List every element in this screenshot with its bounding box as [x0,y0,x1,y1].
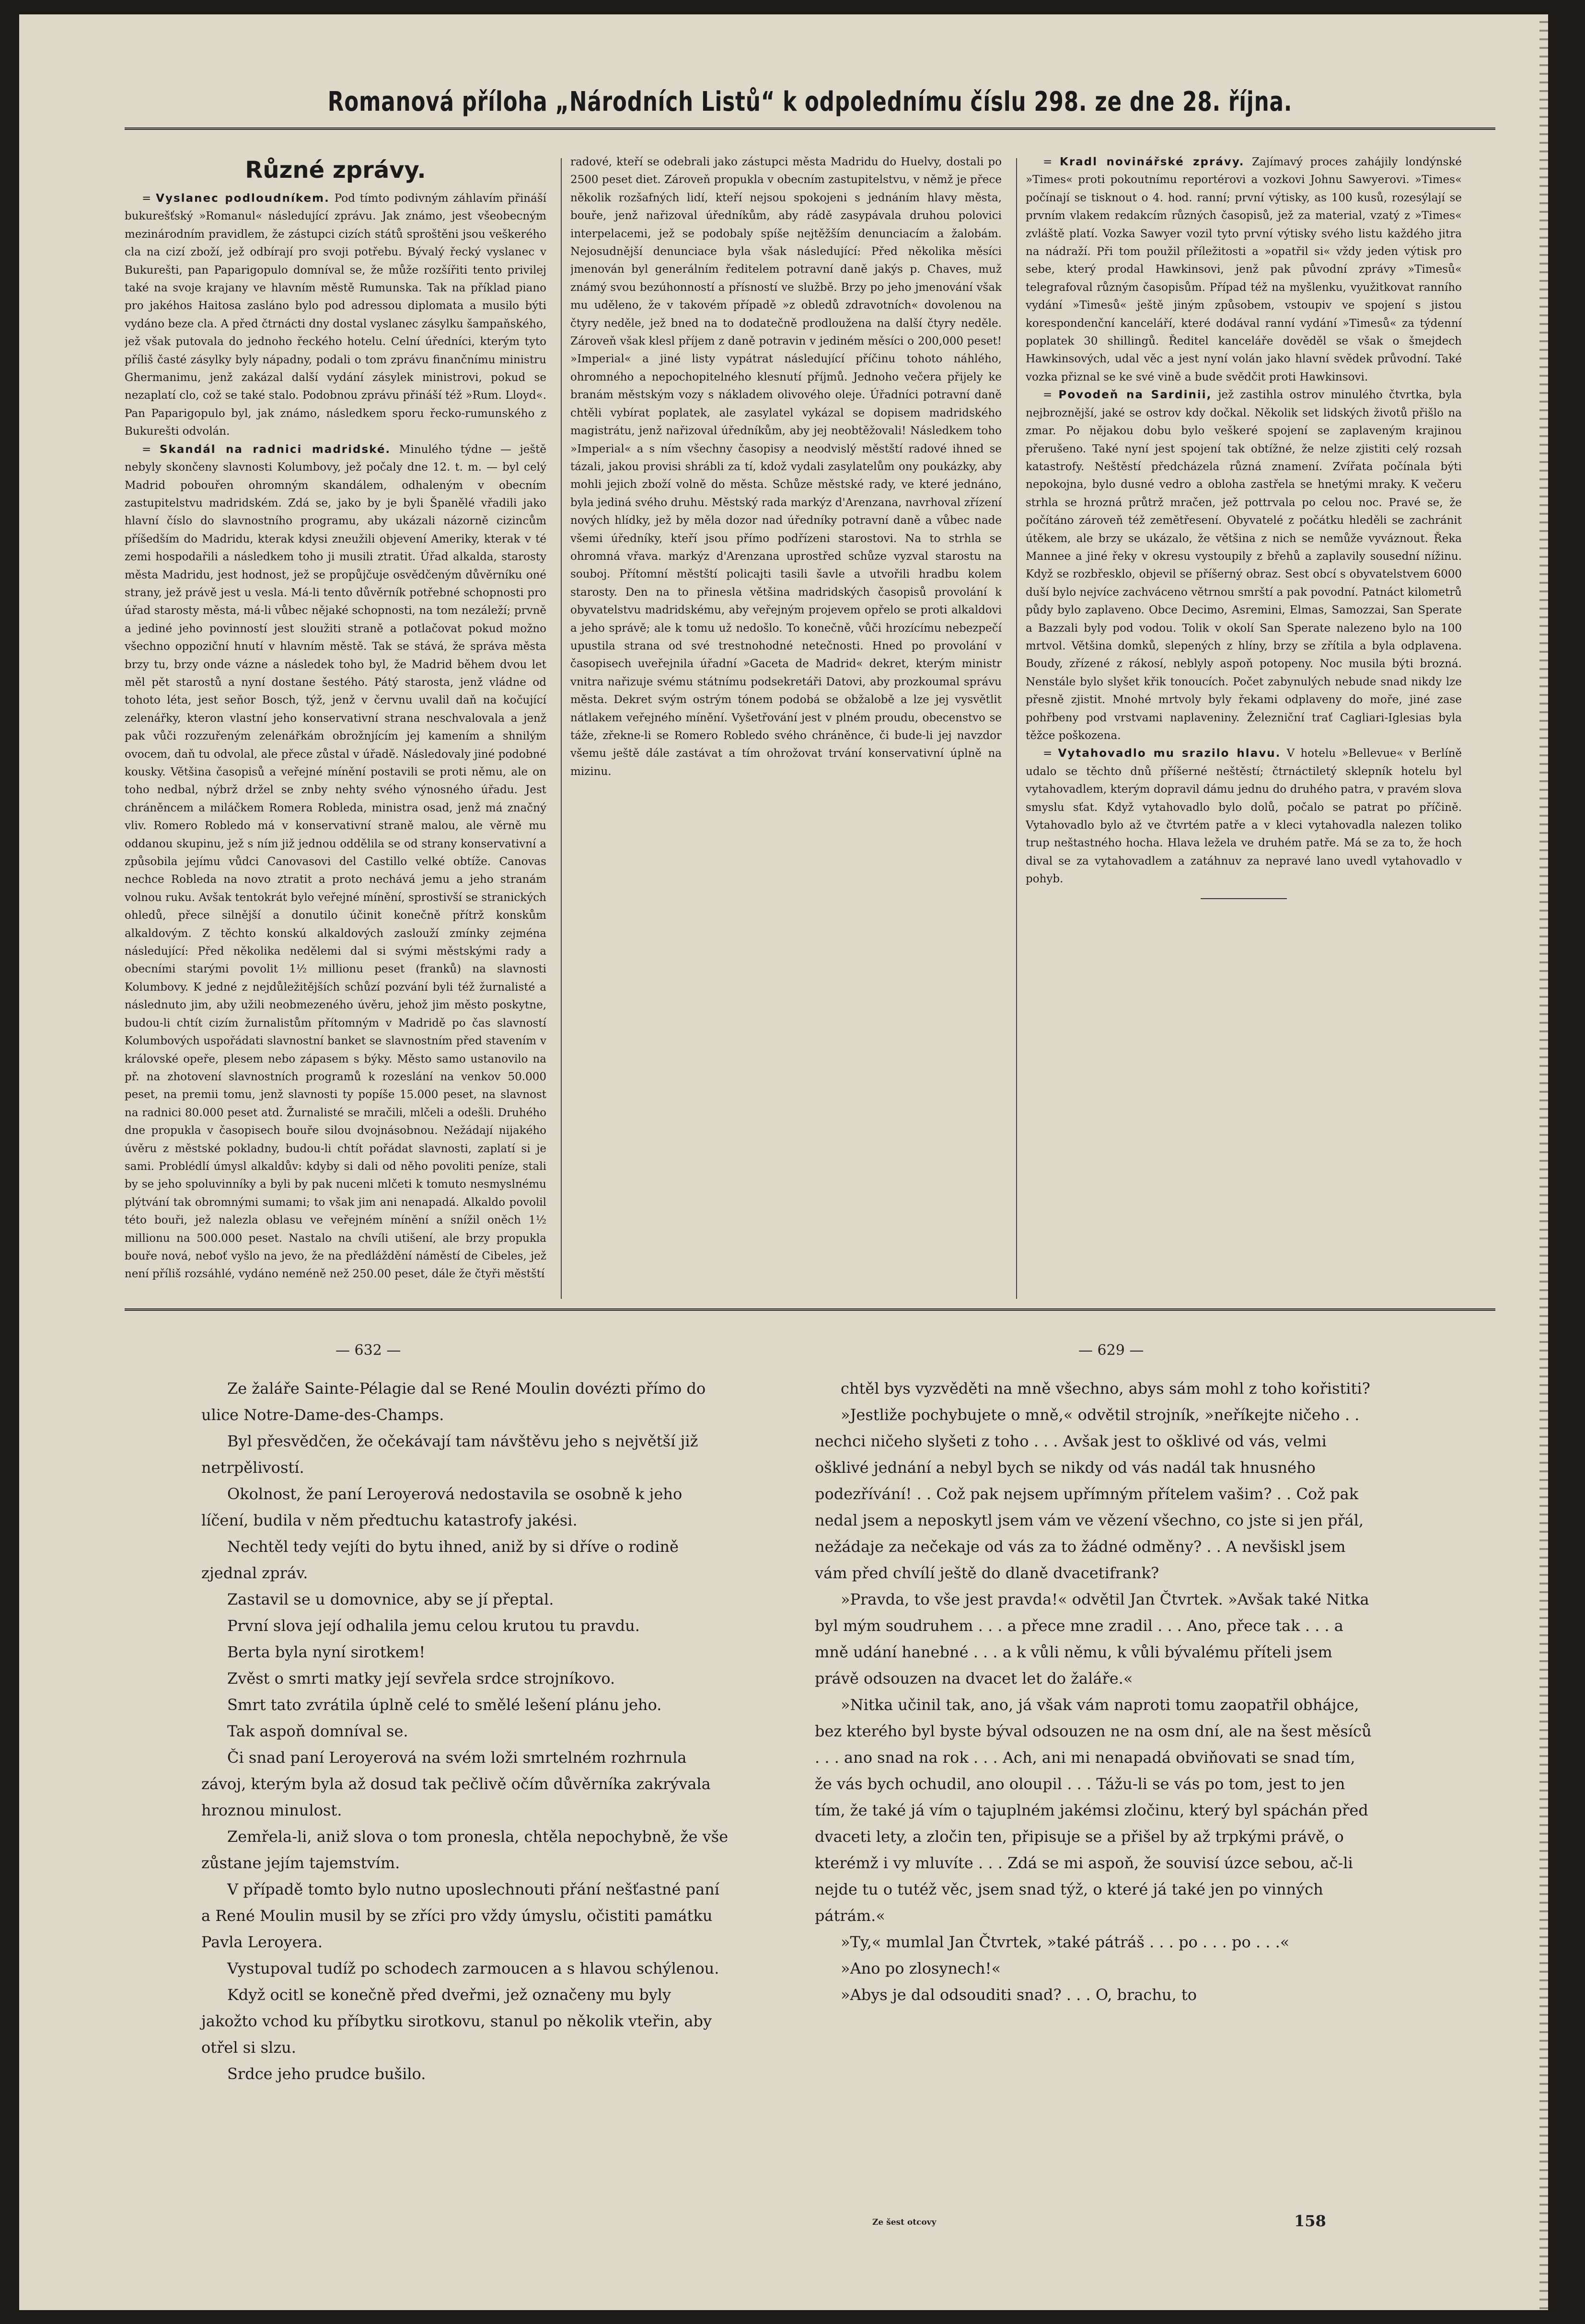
novel-paragraph: Či snad paní Leroyerová na svém loži smrtelném rozhrnula závoj, kterým byla až dosud tak pečlivě očím důvěrníka zakrývala hroznou minulost. [201,1748,711,1819]
page-header: Romanová příloha „Národních Listů“ k odpolednímu číslu 298. ze dne 28. října. [327,86,1293,117]
novel-paragraph: »Jestliže pochybujete o mně,« odvětil strojník, »neříkejte ničeho . . nechci ničeho slyšeti z toho . . . Avšak jest to ošklivé od vás, velmi ošklivé jednání a nebyl bych se nikdy od vás nadál tak hnusného podezřívání! . . Což pak nejsem upřímným přítelem vašim? . . Což pak nedal jsem a neposkytl jsem vám ve vězení všechno, co jste si jen přál, nežádaje za nečekaje od vás za to žádné odměny? . . A nevšiskl jsem vám před chvílí ještě do dlaně dvacetifrank? [815,1406,1364,1582]
article-text: V hotelu »Bellevue« v Berlíně udalo se těchto dnů příšerné neštěstí; čtrnáctiletý sklepník hotelu byl vytahovadlem, kterým dopravil dámu jednu do druhého patra, v pravém slova smyslu sťat. Když vytahovadlo bylo dolů, počalo se patrat po příčině. Vytahovadlo bylo až ve čtvrtém patře a v kleci vytahovadla nalezen toliko trup neštastného hocha. Hlava ležela ve druhém patře. Má se za to, že hoch dival se za vytahovadlem a zatáhnuv za nepravé lano uvedl vytahovadlo v pohyb. [1026,747,1462,886]
novel-paragraph: Když ocitl se konečně před dveřmi, jež označeny mu byly jakožto vchod ku příbytku sirotkovu, stanul po několik vteřin, aby otřel si slzu. [201,1986,712,2057]
page-number-left: — 632 — [336,1342,401,1359]
section-title: Různé zprávy. [245,157,426,184]
novel-paragraph: »Nitka učinil tak, ano, já však vám naproti tomu zaopatřil obhájce, bez kterého byl byste býval odsouzen ne na osm dní, ale na šest měsíců . . . ano snad na rok . . . Ach, ani mi nenapadá obviňovati se snad tím, že vás bych ochudil, ano oloupil . . . Tážu-li se vás po tom, jest to jen tím, že také já vím o tajuplném jakémsi zločinu, který byl spáchán před dvaceti lety, a zločin ten, připisuje se a přišel by až trpkými právě, o kterémž i vy mluvíte . . . Zdá se mi aspoň, že souvisí úzce sebou, ač-li nejde tu o tutéž věc, jsem snad týž, o které já také jen po vinných pátrám.« [815,1696,1372,1925]
novel-paragraph: První slova její odhalila jemu celou krutou tu pravdu. [227,1617,640,1635]
novel-paragraph: V případě tomto bylo nutno uposlechnouti přání nešťastné paní a René Moulin musil by se zříci pro vždy úmyslu, očistiti památku Pavla Leroyera. [201,1880,719,1951]
novel-paragraph: Nechtěl tedy vejíti do bytu ihned, aniž by si dříve o rodině zjednal zpráv. [201,1538,679,1582]
article-title: Vytahovadlo mu srazilo hlavu. [1058,747,1281,760]
novel-paragraph: Tak aspoň domníval se. [227,1722,408,1740]
novel-paragraph: Ze žaláře Sainte-Pélagie dal se René Moulin dovézti přímo do ulice Notre-Dame-des-Champs. [201,1379,706,1424]
news-column-3 [1026,153,1462,1294]
article-title: Kradl novinářské zprávy. [1060,156,1245,168]
article-kradl: = Kradl novinářské zprávy. Zajímavý proces zahájily londýnské »Times« proti pokoutnímu reportérovi a vozkovi Johnu Sawyerovi. »Times« počínají se tisknout o 4. hod. ranní; první výtisky, as 100 kusů, rozesýlají se prvním vlakem redakcím různých časopisů, jež za material, vzatý z »Times« zvláště platí. Vozka Sawyer vozil tyto první výtisky svého listu každého jitra na nádraží. Při tom použil příležitosti a »opatřil si« vždy jeden výtisk pro sebe, který prodal Hawkinsovi, jenž pak původní zprávy »Timesů« telegrafoval různým časopisům. Případ též na myšlenku, využitkovat ranního vydání »Timesů« ještě jiným způsobem, vstoupiv ve spojení s jistou korespondenční kanceláří, které dodával ranní vydání »Timesů« za týdenní poplatek 30 shillingů. Ředitel kanceláře dověděl se však o šmejdech Hawkinsových, udal věc a jest nyní volán jako hlavní svědek průvodní. Také vozka přiznal se ke své vině a bude svědčit proti Hawkinsovi. [1026,156,1462,383]
novel-paragraph: »Ty,« mumlal Jan Čtvrtek, »také pátráš . . . po . . . po . . .« [841,1933,1290,1951]
footer-page-number: 158 [1294,2212,1326,2230]
novel-paragraph: »Pravda, to vše jest pravda!« odvětil Jan Čtvrtek. »Avšak také Nitka byl mým soudruhem . . . a přece mne zradil . . . Ano, přece tak . . . a mně udání hanebné . . . a k vůli němu, k vůli bývalému příteli jsem právě odsouzen na dvacet let do žaláře.« [815,1590,1369,1688]
novel-paragraph: Berta byla nyní sirotkem! [227,1643,426,1661]
article-vytahovadlo: = Vytahovadlo mu srazilo hlavu. V hotelu »Bellevue« v Berlíně udalo se těchto dnů příšerné neštěstí; čtrnáctiletý sklepník hotelu byl vytahovadlem, kterým dopravil dámu jednu do druhého patra, v pravém slova smyslu sťat. Když vytahovadlo bylo dolů, počalo se patrat po příčině. Vytahovadlo bylo až ve čtvrtém patře a v kleci vytahovadla nalezen toliko trup neštastného hocha. Hlava ležela ve druhém patře. Má se za to, že hoch dival se za vytahovadlem a zatáhnuv za nepravé lano uvedl vytahovadlo v pohyb. [1026,747,1462,886]
article-text: Zajímavý proces zahájily londýnské »Times« proti pokoutnímu reportérovi a vozkovi Johnu Sawyerovi. »Times« počínají se tisknout o 4. hod. ranní; první výtisky, as 100 kusů, rozesýlají se prvním vlakem redakcím různých časopisů, jež za material, vzatý z »Times« zvláště platí. Vozka Sawyer vozil tyto první výtisky svého listu každého jitra na nádraží. Při tom použil příležitosti a »opatřil si« vždy jeden výtisk pro sebe, který prodal Hawkinsovi, jenž pak původní zprávy »Timesů« telegrafoval různým časopisům. Případ též na myšlenku, využitkovat ranního vydání »Timesů« ještě jiným způsobem, vstoupiv ve spojení s jistou korespondenční kanceláří, které dodával ranní vydání »Timesů« za týdenní poplatek 30 shillingů. Ředitel kanceláře dověděl se však o šmejdech Hawkinsových, udal věc a jest nyní volán jako hlavní svědek průvodní. Také vozka přiznal se ke své vině a bude svědčit proti Hawkinsovi. [1026,156,1462,383]
newspaper-page [19,14,1548,2310]
page-number-right: — 629 — [1078,1342,1144,1359]
article-title: Vyslanec podloudníkem. [156,192,330,205]
article-text: jež zastihla ostrov minulého čtvrtka, byla nejbroznější, jaké se ostrov kdy dočkal. Několik set lidských životů přišlo na zmar. Po nějakou dobu bylo veškeré spojení se zaplaveným krajinou přerušeno. Také nyní jest spojení tak obtížné, že nelze zjistiti celý rozsah katastrofy. Neštěstí předcházela různá znamení. Zvířata počínala býti nepokojna, bylo dusné vedro a obloha zastřela se hnetými mraky. K večeru strhla se hrozná průtrž mračen, jež pottrvala po celou noc. Pravé se, že počítáno zároveň též zemětřesení. Obyvatelé z počátku hleděli se zachránit útěkem, ale brzy se ukázalo, že většina z nich se nemůže vyváznout. Řeka Mannee a jiné řeky v okresu vystoupily z břehů a zaplavily sousední nížinu. Když se rozbřesklo, objevil se příšerný obraz. Sest obcí s obyvatelstvem 6000 duší bylo nejvíce zachváceno větrnou smrští a pak povodní. Patnáct kilometrů půdy bylo zaplaveno. Obce Decimo, Asremini, Elmas, Samozzai, San Sperate a Bazzali byly pod vodou. Tolik v okolí San Sperate nalezeno bylo na 100 mrtvol. Většina domků, slepených z hlíny, brzy se zřítila a byla odplavena. Boudy, zřízené z rákosí, neblyly aspoň potopeny. Noc musila býti brozná. Nenstále bylo slyšet křik tonoucích. Počet zabynulých nebude snad nikdy lze přesně zjistit. Mnohé mrtvoly byly řekami odplaveny do moře, jiné zase pohřbeny pod vrstvami naplaveniny. Železniční trať Cagliari-Iglesias byla těžce poškozena. [1026,389,1462,742]
novel-paragraph: »Abys je dal odsouditi snad? . . . O, brachu, to [841,1986,1197,2004]
novel-paragraph: Okolnost, že paní Leroyerová nedostavila se osobně k jeho líčení, budila v něm předtuchu katastrofy jakési. [201,1485,683,1529]
article-text: Pod tímto podivným záhlavím přináší bukurešťský »Romanul« následující zprávu. Jak známo, jest všeobecným mezinárodním pravidlem, že zástupci cizích států sproštěni jsou veškerého cla na cizí zboží, jež odbírají pro svoji potřebu. Bývalý řecký vyslanec v Bukurešti, pan Paparigopulo domníval se, že může rozšířiti tento privilej také na svoje krajany ve hlavním městě Rumunska. Tak na příklad piano pro jakéhos Haitosa zasláno bylo pod adressou diplomata a musilo býti vydáno beze cla. A před čtrnácti dny dostal vyslanec zásylku šampaňského, jež však putovala do jednoho řeckého hotelu. Celní úředníci, kterým tyto příliš časté zásylky byly nápadny, podali o tom zprávu finančnímu ministru Ghermanimu, jenž zakázal další vydání zásylek ministrovi, pokud se nezaplatí clo, což se také stalo. Podobnou zprávu přináší též »Rum. Lloyd«. Pan Paparigopulo byl, jak známo, následkem sporu řecko-rumunského z Bukurešti odvolán. [125,192,546,438]
novel-paragraph: Byl přesvědčen, že očekávají tam návštěvu jeho s největší již netrpělivostí. [201,1432,698,1477]
page-edge [1539,14,1548,2310]
novel-paragraph: Zemřela-li, aniž slova o tom pronesla, chtěla nepochybně, že vše zůstane jejím tajemstvím. [201,1827,729,1872]
novel-paragraph: chtěl bys vyzvěděti na mně všechno, abys sám mohl z toho kořistiti? [841,1379,1370,1398]
column-divider [561,158,562,1299]
novel-paragraph: Vystupoval tudíž po schodech zarmoucen a s hlavou schýlenou. [227,1959,719,1977]
column-divider [1016,158,1017,1299]
novel-paragraph: Smrt tato zvrátila úplně celé to smělé lešení plánu jeho. [227,1696,662,1714]
footer-signature: Ze šest otcovy [872,2218,937,2227]
end-rule [1201,898,1287,899]
article-vyslanec: = Vyslanec podloudníkem. Pod tímto podivným záhlavím přináší bukurešťský »Romanul« následující zprávu. Jak známo, jest všeobecným mezinárodním pravidlem, že zástupci cizích států sproštěni jsou veškerého cla na cizí zboží, jež odbírají pro svoji potřebu. Bývalý řecký vyslanec v Bukurešti, pan Paparigopulo domníval se, že může rozšířiti tento privilej také na svoje krajany ve hlavním městě Rumunska. Tak na příklad piano pro jakéhos Haitosa zasláno bylo pod adressou diplomata a musilo býti vydáno beze cla. A před čtrnácti dny dostal vyslanec zásylku šampaňského, jež však putovala do jednoho řeckého hotelu. Celní úředníci, kterým tyto příliš časté zásylky byly nápadny, podali o tom zprávu finančnímu ministru Ghermanimu, jenž zakázal další vydání zásylek ministrovi, pokud se nezaplatí clo, což se také stalo. Podobnou zprávu přináší též »Rum. Lloyd«. Pan Paparigopulo byl, jak známo, následkem sporu řecko-rumunského z Bukurešti odvolán. [125,192,546,438]
article-title: Povodeň na Sardinii, [1058,389,1212,402]
article-skandal: = Skandál na radnici madridské. Minulého týdne — ještě nebyly skončeny slavnosti Kolumbovy, jež počaly dne 12. t. m. — byl celý Madrid pobouřen ohromným skandálem, odhaleným v obecním zastupitelstvu madridském. Zdá se, jako by je byli Španělé vřadili jako hlavní číslo do slavnostního programu, aby ukázali názorně cizincům příšedším do Madridu, kterak kdysi zneužili objevení Ameriky, kterak v té zemi hospodařili a následkem toho ji musili ztratit. Úřad alkalda, starosty města Madridu, jest hodnost, jež se propůjčuje osvědčeným důvěrníku oné strany, jež právě jest u vesla. Má-li tento důvěrník potřebné schopnosti pro úřad starosty města, má-li vůbec nějaké schopnosti, na tom nezáleží; prvně a jediné jeho povinností jest sloužiti straně a potlačovat pokud možno všechno oppoziční hnutí v hlavním městě. Tak se stává, že správa města brzy tu, brzy onde vázne a následek toho byl, že Madrid během dvou let měl pět starostů a nyní dostane šestého. Pátý starosta, jenž vládne od tohoto léta, jest seňor Bosch, týž, jenž v červnu uvalil daň na kočující zelenářky, kteron vlastní jeho konservativní strana neschvalovala a jenž pak vůči rozzuřeným zelenářkám obrožnjícím jej kamením a shnilým ovocem, daň tu odvolal, ale přece zůstal v úřadě. Následovaly jiné podobné kousky. Většina časopisů a veřejné mínění postavili se proti němu, ale on toho nedbal, nýbrž držel se znby nehty svého výnosného úřadu. Jest chráněncem a miláčkem Romera Robleda, ministra osad, jenž má značný vliv. Romero Robledo má v konservativní straně malou, ale věrně mu oddanou skupinu, jež s ním již jednou oddělila se od strany konservativní a způsobila jejímu vůdci Canovasovi del Castillo velké obtíže. Canovas nechce Robleda na novo ztratit a proto nechává jemu a jeho stranám volnou ruku. Avšak tentokrát bylo veřejné mínění, sprostivší se stranických ohledů, přece silnější a donutilo účinit konečně přítrž konskům alkaldovým. Z těchto konskú alkaldových zaslouží zmínky zejména následující: Před několika nedělemi dal si svými městskými rady a obecními starými povolit 1½ millionu peset (franků) na slavnosti Kolumbovy. K jedné z nejdůležitějších schůzí pozvání byli též žurnalisté a následnuto jim, aby užili neobmezeného úvěru, jehož jim město poskytne, budou-li chtít cizím žurnalistům přítomným v Madridě po čas slavností Kolumbových uspořádati slavnostní banket se slavnostním před stavením v královské opeře, plesem nebo zápasem s býky. Město samo ustanovilo na př. na zhotovení slavnostních programů k rozeslání na venkov 50.000 peset, na premii tomu, jenž slavnosti ty popíše 15.000 peset, na slavnost na radnici 80.000 peset atd. Žurnalisté se mračili, mlčeli a odešli. Druhého dne propukla v časopisech bouře silou dvojnásobnou. Nežádají nijakého úvěru z městské pokladny, budou-li chtít pořádat slavnosti, zaplatí si je sami. Problédlí úmysl alkaldův: kdyby si dali od něho povoliti peníze, stali by se jeho spoluvinníky a byli by pak nuceni mlčeti k tomuto nesmyslnému plýtvání tak obromnými sumami; to však jim ani nenapadá. Alkaldo povolil této bouři, jež nalezla oblasu ve veřejném mínění a snížil oněch 1½ millionu na 500.000 peset. Nastalo na chvíli utišení, ale brzy propukla bouře nová, neboť vyšlo na jevo, že na předláždění náměstí de Cibeles, jež není příliš rozsáhlé, vydáno neméně než 250.00 peset, dále že čtyři městští [125,443,546,1281]
header-rule [125,127,1495,130]
novel-column-left [201,1376,729,2087]
novel-column-right [815,1376,1376,2008]
article-povoden: = Povodeň na Sardinii, jež zastihla ostrov minulého čtvrtka, byla nejbroznější, jaké se ostrov kdy dočkal. Několik set lidských životů přišlo na zmar. Po nějakou dobu bylo veškeré spojení se zaplaveným krajinou přerušeno. Také nyní jest spojení tak obtížné, že nelze zjistiti celý rozsah katastrofy. Neštěstí předcházela různá znamení. Zvířata počínala býti nepokojna, bylo dusné vedro a obloha zastřela se hnetými mraky. K večeru strhla se hrozná průtrž mračen, jež pottrvala po celou noc. Pravé se, že počítáno zároveň též zemětřesení. Obyvatelé z počátku hleděli se zachránit útěkem, ale brzy se ukázalo, že většina z nich se nemůže vyváznout. Řeka Mannee a jiné řeky v okresu vystoupily z břehů a zaplavily sousední nížinu. Když se rozbřesklo, objevil se příšerný obraz. Sest obcí s obyvatelstvem 6000 duší bylo nejvíce zachváceno větrnou smrští a pak povodní. Patnáct kilometrů půdy bylo zaplaveno. Obce Decimo, Asremini, Elmas, Samozzai, San Sperate a Bazzali byly pod vodou. Tolik v okolí San Sperate nalezeno bylo na 100 mrtvol. Většina domků, slepených z hlíny, brzy se zřítila a byla odplavena. Boudy, zřízené z rákosí, neblyly aspoň potopeny. Noc musila býti brozná. Nenstále bylo slyšet křik tonoucích. Počet zabynulých nebude snad nikdy lze přesně zjistit. Mnohé mrtvoly byly řekami odplaveny do moře, jiné zase pohřbeny pod vrstvami naplaveniny. Železniční trať Cagliari-Iglesias byla těžce poškozena. [1026,389,1462,742]
article-text: Minulého týdne — ještě nebyly skončeny slavnosti Kolumbovy, jež počaly dne 12. t. m. — byl celý Madrid pobouřen ohromným skandálem, odhaleným v obecním zastupitelstvu madridském. Zdá se, jako by je byli Španělé vřadili jako hlavní číslo do slavnostního programu, aby ukázali názorně cizincům příšedším do Madridu, kterak kdysi zneužili objevení Ameriky, kterak v té zemi hospodařili a následkem toho ji musili ztratit. Úřad alkalda, starosty města Madridu, jest hodnost, jež se propůjčuje osvědčeným důvěrníku oné strany, jež právě jest u vesla. Má-li tento důvěrník potřebné schopnosti pro úřad starosty města, má-li vůbec nějaké schopnosti, na tom nezáleží; prvně a jediné jeho povinností jest sloužiti straně a potlačovat pokud možno všechno oppoziční hnutí v hlavním městě. Tak se stává, že správa města brzy tu, brzy onde vázne a následek toho byl, že Madrid během dvou let měl pět starostů a nyní dostane šestého. Pátý starosta, jenž vládne od tohoto léta, jest seňor Bosch, týž, jenž v červnu uvalil daň na kočující zelenářky, kteron vlastní jeho konservativní strana neschvalovala a jenž pak vůči rozzuřeným zelenářkám obrožnjícím jej kamením a shnilým ovocem, daň tu odvolal, ale přece zůstal v úřadě. Následovaly jiné podobné kousky. Většina časopisů a veřejné mínění postavili se proti němu, ale on toho nedbal, nýbrž držel se znby nehty svého výnosného úřadu. Jest chráněncem a miláčkem Romera Robleda, ministra osad, jenž má značný vliv. Romero Robledo má v konservativní straně malou, ale věrně mu oddanou skupinu, jež s ním již jednou oddělila se od strany konservativní a způsobila jejímu vůdci Canovasovi del Castillo velké obtíže. Canovas nechce Robleda na novo ztratit a proto nechává jemu a jeho stranám volnou ruku. Avšak tentokrát bylo veřejné mínění, sprostivší se stranických ohledů, přece silnější a donutilo účinit konečně přítrž konskům alkaldovým. Z těchto konskú alkaldových zaslouží zmínky zejména následující: Před několika nedělemi dal si svými městskými rady a obecními starými povolit 1½ millionu peset (franků) na slavnosti Kolumbovy. K jedné z nejdůležitějších schůzí pozvání byli též žurnalisté a následnuto jim, aby užili neobmezeného úvěru, jehož jim město poskytne, budou-li chtít cizím žurnalistům přítomným v Madridě po čas slavností Kolumbových uspořádati slavnostní banket se slavnostním před stavením v královské opeře, plesem nebo zápasem s býky. Město samo ustanovilo na př. na zhotovení slavnostních programů k rozeslání na venkov 50.000 peset, na premii tomu, jenž slavnosti ty popíše 15.000 peset, na slavnost na radnici 80.000 peset atd. Žurnalisté se mračili, mlčeli a odešli. Druhého dne propukla v časopisech bouře silou dvojnásobnou. Nežádají nijakého úvěru z městské pokladny, budou-li chtít pořádat slavnosti, zaplatí si je sami. Problédlí úmysl alkaldův: kdyby si dali od něho povoliti peníze, stali by se jeho spoluvinníky a byli by pak nuceni mlčeti k tomuto nesmyslnému plýtvání tak obromnými sumami; to však jim ani nenapadá. Alkaldo povolil této bouři, jež nalezla oblasu ve veřejném mínění a snížil oněch 1½ millionu na 500.000 peset. Nastalo na chvíli utišení, ale brzy propukla bouře nová, neboť vyšlo na jevo, že na předláždění náměstí de Cibeles, jež není příliš rozsáhlé, vydáno neméně než 250.00 peset, dále že čtyři městští [125,443,546,1281]
section-divider [125,1308,1495,1311]
novel-paragraph: »Ano po zlosynech!« [841,1959,1001,1977]
article-continuation [570,153,1002,781]
news-section [125,153,1491,1299]
article-title: Skandál na radnici madridské. [159,443,391,456]
article-text: radové, kteří se odebrali jako zástupci města Madridu do Huelvy, dostali po 2500 peset diet. Zároveň propukla v obecním zastupitelstvu, v němž je přece několik rozšafných lidí, kteří nejsou spokojeni s jednáním hlavy města, bouře, jenž nařizoval úředníkům, aby rádě zasypávala druhou polovici interpelacemi, jež se podobaly spíše nejtěžším denunciacím a žalobám. Nejosudnější denunciace byla však následující: Před několika měsíci jmenován byl generálním ředitelem potravní daně jakýs p. Chaves, muž známý svou bezúhonností a přísností ve službě. Brzy po jeho jmenování však mu uděleno, že v takovém případě »z obledů zdravotních« dovolenou na čtyry neděle, jež bned na to dodatečně prodloužena na další čtyry neděle. Zároveň však klesl příjem z daně potravin v jediném měsíci o 200,000 peset! »Imperial« a jiné listy vypátrat následující příčinu tohoto náhlého, ohromného a nepochopitelného klesnutí příjmů. Jednoho večera přijely ke branám městským vozy s nákladem olivového oleje. Úřadníci potravní daně chtěli vybírat poplatek, ale zasylatel vykázal se dopisem madridského magistrátu, jenž nařizoval úředníkům, aby jej neobtěžovali! Následkem toho »Imperial« a s ním všechny časopisy a neodvislý městští radové ihned se tázali, jakou provisi shrábli za tí, kdož vydali zasylatelům ony poukázky, aby mohli jejich zboží volně do města. Schůze městské rady, ve které jednáno, byla jediná svého druhu. Městský rada markýz d'Arenzana, navrhoval zřízení nových hlídky, jež by měla dozor nad úředníky potravní daně a vůbec nade všemi úředníky, kteří jsou přímo podřízeni starostovi. Na to strhla se ohromná vřava. markýz d'Arenzana uprostřed schůze vyzval starostu na souboj. Přítomní městští policajti tasili šavle a utvořili hradbu kolem starosty. Den na to přinesla většina madridských časopisů provolání k obyvatelstvu madridskému, aby veřejným projevem opřelo se proti alkaldovi a jeho správě; ale k tomu už nedošlo. To konečně, vůči hrozícímu nebezpečí upustila strana od své trestnohodné netečnosti. Hned po provolání v časopisech uveřejnila úřadní »Gaceta de Madrid« dekret, kterým ministr vnitra nařizuje svému státnímu podsekretáři Datovi, aby prozkoumal správu města. Dekret svým ostrým tónem podobá se obžalobě a lze jej vysvětlit nátlakem veřejného mínění. Vyšetřování jest v plném proudu, obecenstvo se táže, zřekne-li se Romero Robledo svého chráněnce, či bude-li jej navzdor všemu ještě dále zastávat a tím ohrožovat trvání konservativní úplně na mizinu. [570,156,1002,778]
novel-paragraph: Zastavil se u domovnice, aby se jí přeptal. [227,1590,554,1608]
novel-paragraph: Srdce jeho prudce bušilo. [227,2065,426,2083]
news-column-2 [570,153,1002,1294]
novel-paragraph: Zvěst o smrti matky její sevřela srdce strojníkovo. [227,1669,615,1688]
news-column-1 [125,153,546,1294]
